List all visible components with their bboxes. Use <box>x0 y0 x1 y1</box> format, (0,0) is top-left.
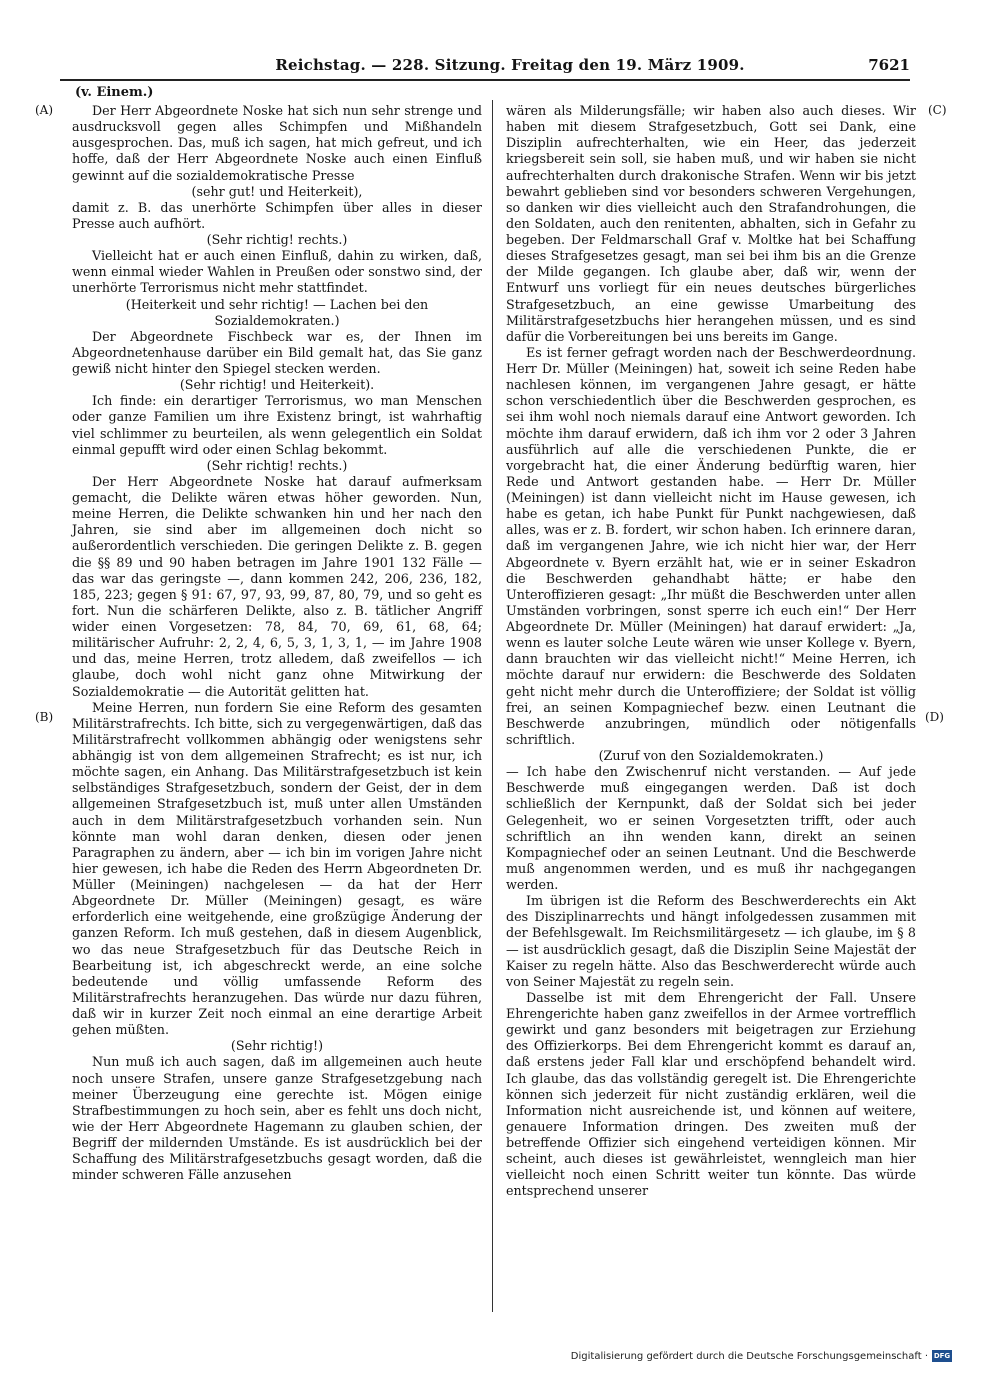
left-column <box>72 103 482 1307</box>
paragraph: Der Herr Abgeordnete Noske hat sich nun sehr strenge und ausdrucksvoll gegen alles Schimpfen und Mißhandeln ausgesprochen. Das, muß ich sagen, hat mich gefreut, und ich hoffe, daß der Herr Abgeordnete Noske auch einen Einfluß gewinnt auf die sozialdemokratische Presse <box>72 103 482 183</box>
margin-mark-b: (B) <box>35 710 54 724</box>
footer-text: Digitalisierung gefördert durch die Deutsche Forschungsgemeinschaft · <box>570 1350 928 1362</box>
paragraph: Ich finde: ein derartiger Terrorismus, wo man Menschen oder ganze Familien um ihre Existenz bringt, ist wahrhaftig viel schlimmer zu beurteilen, als wenn gelegentlich ein Soldat einmal gepufft wird oder einen Schlag bekommt. <box>72 393 482 457</box>
paragraph: Meine Herren, nun fordern Sie eine Reform des gesamten Militärstrafrechts. Ich bitte, sich zu vergegenwärtigen, daß das Militärstrafrecht vollkommen abhängig oder wenigstens sehr abhängig ist von dem allgemeinen Strafrecht; es ist nur, ich möchte sagen, ein Anhang. Das Militärstrafgesetzbuch ist kein selbständiges Strafgesetzbuch, sondern der Geist, der in dem allgemeinen Strafgesetzbuch ist, muß unter allen Umständen auch in dem Militärstrafgesetzbuch vorhanden sein. Nun könnte man wohl daran denken, diesen oder jenen Paragraphen zu ändern, aber — ich bin im vorigen Jahre nicht hier gewesen, ich habe die Reden des Herrn Abgeordneten Dr. Müller (Meiningen) nachgelesen — da hat der Herr Abgeordnete Dr. Müller (Meiningen) gesagt, es wäre erforderlich eine weitgehende, eine großzügige Änderung der ganzen Reform. Ich muß gestehen, daß in diesem Augenblick, wo das neue Strafgesetzbuch für das Deutsche Reich in Bearbeitung ist, ich abgeschreckt werde, an eine solche bedeutende und völlig umfassende Reform des Militärstrafrechts heranzugehen. Das würde nur dazu führen, daß wir in kurzer Zeit noch einmal an eine derartige Arbeit gehen müßten. <box>72 699 482 1038</box>
paragraph: Der Abgeordnete Fischbeck war es, der Ihnen im Abgeordnetenhause darüber ein Bild gemalt hat, das Sie ganz gewiß nicht hinter den Spiegel stecken werden. <box>72 328 482 376</box>
paragraph: — Ich habe den Zwischenruf nicht verstanden. — Auf jede Beschwerde muß eingegangen werden. Daß ist doch schließlich der Kernpunkt, daß der Soldat sich bei jeder Gelegenheit, wo er seinen Vorgesetzten trifft, oder auch schriftlich an ihn wenden kann, direkt an seinen Kompagniechef oder an seinen Leutnant. Und die Beschwerde muß angenommen werden, und es muß ihr nachgegangen werden. <box>506 764 916 892</box>
margin-mark-c: (C) <box>928 103 947 117</box>
right-column <box>506 103 916 1307</box>
page-number: 7621 <box>868 56 910 74</box>
paragraph: damit z. B. das unerhörte Schimpfen über alles in dieser Presse auch aufhört. <box>72 199 482 231</box>
margin-mark-d: (D) <box>925 710 944 724</box>
interjection: (Sehr richtig! und Heiterkeit). <box>179 377 375 393</box>
header-rule <box>60 79 910 81</box>
interjection: (Sehr richtig! rechts.) <box>206 457 348 473</box>
margin-mark-a: (A) <box>35 103 54 117</box>
paragraph: Nun muß ich auch sagen, daß im allgemeinen auch heute noch unsere Strafen, unsere ganze Strafgesetzgebung nach meiner Überzeugung eine gerechte ist. Mögen einige Strafbestimmungen zu hoch sein, aber es fehlt uns doch nicht, wie der Herr Abgeordnete Hagemann zu glauben schien, der Begriff der mildernden Umstände. Es ist ausdrücklich bei der Schaffung des Militärstrafgesetzbuchs gesagt worden, daß die minder schweren Fälle anzusehen <box>72 1054 482 1183</box>
paragraph: Es ist ferner gefragt worden nach der Beschwerdeordnung. Herr Dr. Müller (Meiningen) hat, soweit ich seine Reden habe nachlesen können, im vergangenen Jahre gesagt, er hätte schon verschiedentlich über die Beschwerden gesprochen, es sei ihm wohl noch niemals darauf eine Antwort geworden. Ich möchte ihm darauf erwidern, daß ich ihm vor 2 oder 3 Jahren ausführlich auf alle die verschiedenen Punkte, die er vorgebracht hat, die einer Änderung bedürftig waren, hier Rede und Antwort gestanden habe. — Herr Dr. Müller (Meiningen) ist dann vielleicht nicht im Hause gewesen, ich habe es getan, ich habe Punkt für Punkt nachgewiesen, daß alles, was er z. B. fordert, wir schon haben. Ich erinnere daran, daß im vergangenen Jahre, wie ich nicht hier war, der Herr Abgeordnete v. Byern erzählt hat, wie er in seiner Eskadron die Beschwerden gehandhabt hätte; er habe den Unteroffizieren gesagt: „Ihr müßt die Beschwerden unter allen Umständen vorbringen, sonst sperre ich euch ein!“ Der Herr Abgeordnete Dr. Müller (Meiningen) hat darauf erwidert: „Ja, wenn es lauter solche Leute wären wie unser Kollege v. Byern, dann brauchten wir das vielleicht nicht!“ Meine Herren, ich möchte darauf nur erwidern: die Beschwerde des Soldaten geht nicht mehr durch die Unteroffiziere; der Soldat ist völlig frei, an seinen Kompagniechef bezw. einen Leutnant die Beschwerde anzubringen, mündlich oder nötigenfalls schriftlich. <box>506 344 916 747</box>
interjection: (sehr gut! und Heiterkeit), <box>191 183 363 199</box>
dfg-logo: DFG <box>933 1352 951 1360</box>
header-title: Reichstag. — 228. Sitzung. Freitag den 19. März 1909. <box>275 56 745 74</box>
paragraph: Vielleicht hat er auch einen Einfluß, dahin zu wirken, daß, wenn einmal wieder Wahlen in Preußen oder sonstwo sind, der unerhörte Terrorismus nicht mehr stattfindet. <box>72 248 482 296</box>
speaker-label: (v. Einem.) <box>75 85 154 100</box>
paragraph: wären als Milderungsfälle; wir haben also auch dieses. Wir haben mit diesem Strafgesetzbuch, Gott sei Dank, eine Disziplin aufrechterhalten, wie ein Heer, das jederzeit kriegsbereit sein soll, sie haben muß, und wir haben sie nicht aufrechterhalten durch drakonische Strafen. Wenn wir bis jetzt bewahrt geblieben sind vor besonders schweren Vergehungen, so danken wir dies vielleicht auch den Strafandrohungen, die den Soldaten, auch den renitenten, abhalten, sich in Gefahr zu begeben. Der Feldmarschall Graf v. Moltke hat bei Schaffung dieses Strafgesetzes gesagt, man sei bei ihm bis an die Grenze der Milde gegangen. Ich glaube aber, daß wir, wenn der Entwurf uns vorliegt für ein neues deutsches bürgerliches Strafgesetzbuch, an eine gewisse Umarbeitung des Militärstrafgesetzbuchs hier herangehen müssen, und es sind dafür die Vorbereitungen bei uns bereits im Gange. <box>506 103 916 344</box>
paragraph: Dasselbe ist mit dem Ehrengericht der Fall. Unsere Ehrengerichte haben ganz zweifellos in der Armee vortrefflich gewirkt und ganz besonders mit beigetragen zur Erziehung des Offizierkorps. Bei dem Ehrengericht kommt es darauf an, daß erstens jeder Fall klar und erschöpfend behandelt wird. Ich glaube, das das vollständig geregelt ist. Die Ehrengerichte können sich jederzeit für nicht zuständig erklären, weil die Information nicht ausreichende ist, und können auf weitere, genauere Information dringen. Des zweiten muß der betreffende Offizier sich eingehend verteidigen können. Mir scheint, auch dieses ist gewährleistet, wenngleich man hier vielleicht noch einen Schritt weiter tun könnte. Das würde entsprechend unserer <box>506 989 916 1199</box>
footer-credit <box>571 1350 952 1362</box>
paragraph: Der Herr Abgeordnete Noske hat darauf aufmerksam gemacht, die Delikte wären etwas höher geworden. Nun, meine Herren, die Delikte schwanken hin und her nach den Jahren, sie sind aber im allgemeinen doch nicht so außerordentlich verschieden. Die geringen Delikte z. B. gegen die §§ 89 und 90 haben betragen im Jahre 1901 132 Fälle — das war das geringste —, dann kommen 242, 206, 236, 182, 185, 223; gegen § 91: 67, 97, 93, 99, 87, 80, 79, und so geht es fort. Nun die schärferen Delikte, also z. B. tätlicher Angriff wider einen Vorgesetzen: 78, 84, 70, 69, 61, 68, 64; militärischer Aufruhr: 2, 2, 4, 6, 5, 3, 1, 3, 1, — im Jahre 1908 und das, meine Herren, trotz alledem, daß zweifellos — ich glaube, doch wohl nicht ganz ohne Mitwirkung der Sozialdemokratie — die Autorität gelitten hat. <box>72 473 482 699</box>
interjection: (Heiterkeit und sehr richtig! — Lachen bei den Sozialdemokraten.) <box>125 296 429 328</box>
page-header <box>60 56 910 78</box>
column-divider <box>492 100 493 1312</box>
interjection: (Sehr richtig! rechts.) <box>206 232 348 247</box>
paragraph: Im übrigen ist die Reform des Beschwerderechts ein Akt des Disziplinarrechts und hängt infolgedessen zusammen mit der Befehlsgewalt. Im Reichsmilitärgesetz — ich glaube, im § 8 — ist ausdrücklich gesagt, daß die Disziplin Seine Majestät der Kaiser zu regeln hätte. Also das Beschwerderecht würde auch von Seiner Majestät zu regeln sein. <box>506 893 916 989</box>
interjection: (Sehr richtig!) <box>230 1038 324 1054</box>
interjection: (Zuruf von den Sozialdemokraten.) <box>598 748 824 763</box>
